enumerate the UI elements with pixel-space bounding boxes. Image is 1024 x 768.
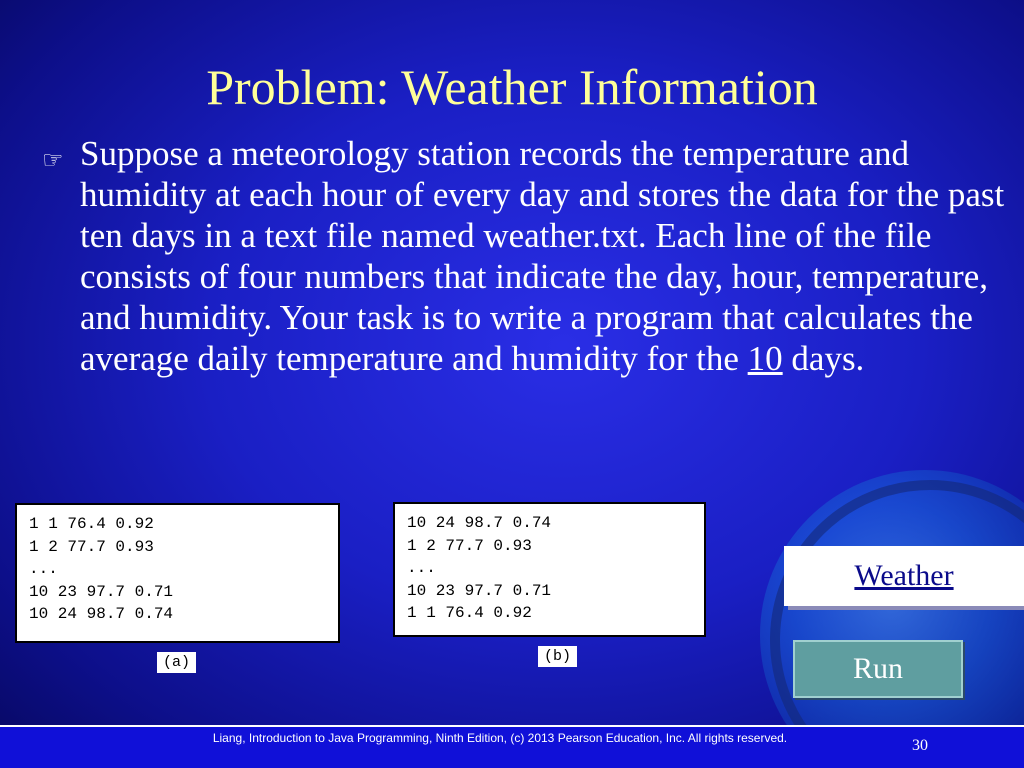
code-sample-b xyxy=(393,502,706,637)
description-text: Suppose a meteorology station records the temperature and humidity at each hour of every day and stores the data for the past ten days in a text file named weather.txt. Each line of the file consists of four numbers that indicate the day, hour, temperature, and humidity. Your task is to write a program that calculates the average daily temperature and humidity for the xyxy=(80,134,1005,378)
page-number: 30 xyxy=(912,737,928,754)
code-sample-a xyxy=(15,503,340,643)
weather-link[interactable]: Weather xyxy=(784,546,1024,606)
footer xyxy=(0,725,1024,768)
run-button[interactable]: Run xyxy=(793,640,963,698)
code-line: 1 2 77.7 0.93 xyxy=(29,537,154,556)
code-line: 1 1 76.4 0.92 xyxy=(29,515,154,533)
code-line: ... xyxy=(29,560,58,578)
code-line: 10 24 98.7 0.74 xyxy=(407,514,552,532)
description-end: days. xyxy=(782,339,865,378)
code-line: 1 2 77.7 0.93 xyxy=(407,536,532,555)
code-line: 1 1 76.4 0.92 xyxy=(407,604,532,622)
problem-description xyxy=(80,133,1010,379)
label-b: (b) xyxy=(538,646,577,667)
slide-title: Problem: Weather Information xyxy=(206,59,818,115)
code-line: 10 24 98.7 0.74 xyxy=(29,605,174,623)
days-count: 10 xyxy=(747,339,783,378)
code-line: 10 23 97.7 0.71 xyxy=(407,581,552,600)
code-line: 10 23 97.7 0.71 xyxy=(29,582,174,601)
label-a: (a) xyxy=(157,652,196,673)
copyright-text: Liang, Introduction to Java Programming, Ninth Edition, (c) 2013 Pearson Education, Inc. All rights reserved. xyxy=(212,731,788,745)
code-line: ... xyxy=(407,559,436,577)
pointing-hand-icon: ☞ xyxy=(42,148,64,174)
